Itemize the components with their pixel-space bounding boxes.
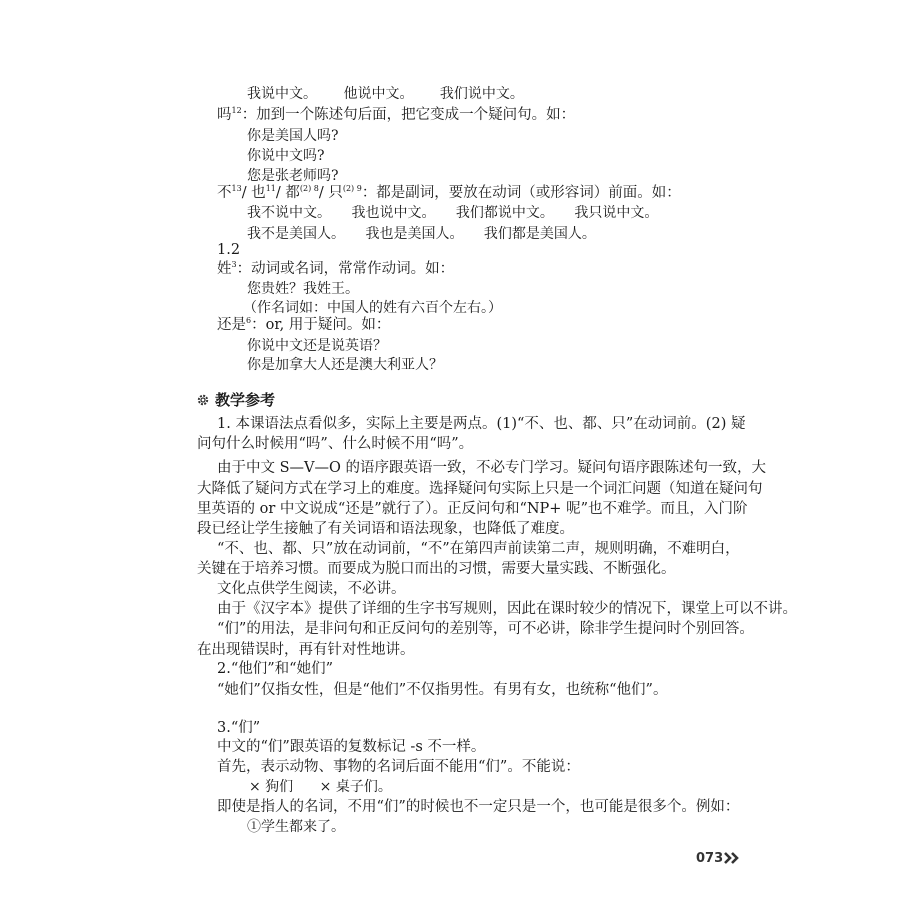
entry-definition: ：加到一个陈述句后面，把它变成一个疑问句。如： — [241, 107, 576, 123]
paragraph-line: 首先，表示动物、事物的名词后面不能用“们”。不能说： — [217, 759, 580, 775]
incorrect-example: × 桌子们。 — [319, 779, 392, 795]
example: 我们都是美国人。 — [483, 226, 596, 242]
gear-icon — [197, 394, 209, 406]
entry-definition: ：都是副词，要放在动词（或形容词）前面。如： — [361, 185, 681, 201]
double-chevron-right-icon — [724, 852, 740, 864]
page-number: 073 — [696, 851, 724, 866]
paragraph-line: 中文的“们”跟英语的复数标记 -s 不一样。 — [217, 739, 486, 755]
entry-definition: ：or, 用于疑问。如： — [251, 317, 391, 333]
paragraph-line: 文化点供学生阅读，不必讲。 — [217, 581, 406, 597]
paragraph-line: “们”的用法，是非问句和正反问句的差别等，可不必讲，除非学生提问时个别回答。 — [217, 621, 754, 637]
example-note: （作名词如：中国人的姓有六百个左右。） — [243, 300, 502, 316]
entry-index: 6 — [246, 316, 252, 326]
example: 我也是美国人。 — [365, 226, 464, 242]
grammar-entry-haishi — [217, 315, 390, 335]
paragraph-line: 由于中文 S—V—O 的语序跟英语一致，不必专门学习。疑问句语序跟陈述句一致，大 — [217, 460, 767, 476]
grammar-entry-xing — [217, 259, 454, 279]
example: 你是加拿大人还是澳大利亚人？ — [247, 357, 443, 373]
example: 我说中文。 — [247, 86, 317, 102]
paragraph-line: 即使是指人的名词，不用“们”的时候也不一定只是一个，也可能是很多个。例如： — [217, 799, 740, 815]
entry-index: 3 — [231, 260, 237, 270]
entry-word: / 也 — [241, 185, 266, 201]
paragraph-line: 问句什么时候用“吗”、什么时候不用“吗”。 — [197, 436, 474, 452]
entry-index: 13 — [231, 184, 242, 194]
entry-definition: ：动词或名词，常常作动词。如： — [236, 261, 455, 277]
example: 我也说中文。 — [351, 205, 436, 221]
entry-word: 姓 — [217, 261, 232, 277]
example: 我不是美国人。 — [247, 226, 345, 242]
entry-index: 11 — [265, 184, 276, 194]
teaching-reference-heading — [197, 389, 275, 410]
paragraph-line: 段已经让学生接触了有关词语和语法现象，也降低了难度。 — [197, 521, 574, 537]
entry-word: 吗 — [217, 107, 232, 123]
example: 我不说中文。 — [247, 205, 331, 221]
example: 我们都说中文。 — [455, 205, 554, 221]
example: 他说中文。 — [343, 86, 414, 102]
example: 你说中文吗? — [247, 148, 325, 164]
subsection-title: 2.“他们”和“她们” — [217, 661, 333, 677]
example: ①学生都来了。 — [247, 819, 345, 835]
incorrect-example: × 狗们 — [249, 779, 294, 795]
section-number: 1.2 — [217, 242, 241, 258]
example-row — [247, 203, 658, 223]
paragraph-line: 关键在于培养习惯。而要成为脱口而出的习惯，需要大量实践、不断强化。 — [197, 561, 676, 577]
entry-index: (2) 8 — [299, 184, 319, 194]
example: 你说中文还是说英语？ — [247, 338, 387, 354]
heading-text: 教学参考 — [215, 391, 276, 409]
paragraph-line: “她们”仅指女性，但是“他们”不仅指男性。有男有女，也统称“他们”。 — [217, 682, 668, 698]
example: 您贵姓？我姓王。 — [247, 281, 359, 297]
paragraph-line: 在出现错误时，再有针对性地讲。 — [197, 642, 415, 658]
subsection-title: 3.“们” — [217, 720, 261, 736]
grammar-entry-adverbs — [217, 183, 681, 203]
paragraph-line: “不、也、都、只”放在动词前，“不”在第四声前读第二声，规则明确，不难明白， — [217, 541, 740, 557]
entry-word: / 都 — [275, 185, 300, 201]
entry-word: 不 — [217, 185, 232, 201]
entry-word: 还是 — [217, 317, 246, 333]
grammar-entry-ma — [217, 105, 575, 125]
entry-index: 12 — [231, 106, 242, 116]
paragraph-line: 里英语的 or 中文说成“还是”就行了）。正反问句和“NP+ 呢”也不难学。而且，入门阶 — [197, 501, 748, 517]
example-row — [247, 224, 596, 244]
entry-index: (2) 9 — [342, 184, 362, 194]
example: 你是美国人吗? — [247, 128, 339, 144]
example-row-wo — [247, 84, 524, 104]
example: 您是张老师吗? — [247, 168, 339, 184]
entry-word: / 只 — [318, 185, 343, 201]
example: 我只说中文。 — [574, 205, 659, 221]
example: 我们说中文。 — [439, 86, 524, 102]
paragraph-line: 由于《汉字本》提供了详细的生字书写规则，因此在课时较少的情况下，课堂上可以不讲。 — [217, 601, 797, 617]
incorrect-examples — [249, 777, 392, 797]
paragraph-line: 大降低了疑问方式在学习上的难度。选择疑问句实际上只是一个词汇问题（知道在疑问句 — [197, 481, 763, 497]
paragraph-line: 1. 本课语法点看似多，实际上主要是两点。(1)“不、也、都、只”在动词前。(2) 疑 — [217, 416, 746, 432]
